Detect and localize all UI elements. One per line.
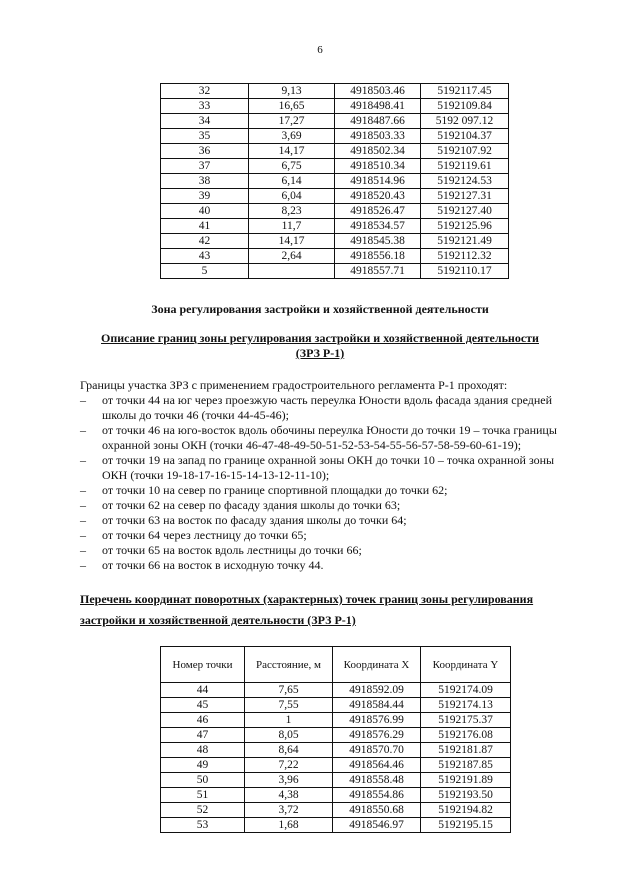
list-dash: – (80, 453, 86, 467)
list-dash: – (80, 498, 86, 512)
coordinate-x-cell: 4918510.34 (335, 159, 421, 174)
table-row (161, 204, 509, 219)
table-row (161, 803, 511, 818)
table-row (161, 264, 509, 279)
coordinate-y-cell: 5192125.96 (421, 219, 509, 234)
coordinate-x-cell: 4918554.86 (333, 788, 421, 803)
list-dash: – (80, 513, 86, 527)
point-number-cell: 34 (161, 114, 249, 129)
description-title-line1: Описание границ зоны регулирования застройки и хозяйственной деятельности (101, 331, 539, 345)
point-number-cell: 48 (161, 743, 245, 758)
coordinate-x-cell: 4918498.41 (335, 99, 421, 114)
distance-cell: 8,64 (245, 743, 333, 758)
list-item (80, 558, 560, 573)
list-item (80, 498, 560, 513)
table-row (161, 773, 511, 788)
table-row (161, 189, 509, 204)
coordinate-y-cell: 5192117.45 (421, 84, 509, 99)
point-number-cell: 45 (161, 698, 245, 713)
coordinate-y-cell: 5192104.37 (421, 129, 509, 144)
boundary-list (80, 393, 560, 573)
point-number-cell: 46 (161, 713, 245, 728)
coordinate-x-cell: 4918503.33 (335, 129, 421, 144)
point-number-cell: 32 (161, 84, 249, 99)
distance-cell: 3,69 (249, 129, 335, 144)
coordinate-y-cell: 5192176.08 (421, 728, 511, 743)
table-row (161, 728, 511, 743)
list-dash: – (80, 528, 86, 542)
boundary-text: от точки 64 через лестницу до точки 65; (102, 528, 307, 542)
list-item (80, 393, 560, 423)
distance-cell: 3,72 (245, 803, 333, 818)
point-number-cell: 51 (161, 788, 245, 803)
distance-cell: 14,17 (249, 234, 335, 249)
coordinate-x-cell: 4918556.18 (335, 249, 421, 264)
coordinate-y-cell: 5192109.84 (421, 99, 509, 114)
coordinate-y-cell: 5192110.17 (421, 264, 509, 279)
description-title-line2: (ЗРЗ Р-1) (295, 346, 345, 360)
boundary-text: от точки 19 на запад по границе охранной зоны ОКН до точки 10 – точка охранной зоны ОКН (точки 19-18-17-16-15-14-13-12-11-10); (102, 453, 555, 482)
table-header-row (161, 647, 511, 683)
coordinate-y-cell: 5192195.15 (421, 818, 511, 833)
boundary-text: от точки 65 на восток вдоль лестницы до точки 66; (102, 543, 362, 557)
point-number-cell: 36 (161, 144, 249, 159)
page-number: 6 (317, 44, 323, 56)
coordinate-y-cell: 5192 097.12 (421, 114, 509, 129)
coordinate-y-cell: 5192193.50 (421, 788, 511, 803)
distance-cell: 8,23 (249, 204, 335, 219)
distance-cell: 4,38 (245, 788, 333, 803)
distance-cell: 1,68 (245, 818, 333, 833)
table-row (161, 129, 509, 144)
distance-cell (249, 264, 335, 279)
table-row (161, 743, 511, 758)
list-item (80, 453, 560, 483)
table-row (161, 219, 509, 234)
table-row (161, 84, 509, 99)
distance-cell: 9,13 (249, 84, 335, 99)
list-item (80, 543, 560, 558)
coordinate-x-cell: 4918592.09 (333, 683, 421, 698)
point-number-cell: 50 (161, 773, 245, 788)
coordinates-table-body (161, 84, 509, 279)
table-row (161, 698, 511, 713)
coordinate-x-cell: 4918570.70 (333, 743, 421, 758)
coordinate-x-cell: 4918487.66 (335, 114, 421, 129)
boundary-text: от точки 62 на север по фасаду здания школы до точки 63; (102, 498, 401, 512)
distance-cell: 7,55 (245, 698, 333, 713)
list-item (80, 528, 560, 543)
list-dash: – (80, 558, 86, 572)
point-number-cell: 5 (161, 264, 249, 279)
header-distance: Расстояние, м (245, 647, 333, 683)
point-number-cell: 49 (161, 758, 245, 773)
coordinate-y-cell: 5192127.40 (421, 204, 509, 219)
coordinate-x-cell: 4918502.34 (335, 144, 421, 159)
distance-cell: 7,22 (245, 758, 333, 773)
coordinates-table (160, 646, 511, 833)
table-row (161, 174, 509, 189)
coordinate-x-cell: 4918514.96 (335, 174, 421, 189)
boundary-text: от точки 66 на восток в исходную точку 44. (102, 558, 324, 572)
point-number-cell: 39 (161, 189, 249, 204)
point-number-cell: 44 (161, 683, 245, 698)
coordinate-y-cell: 5192112.32 (421, 249, 509, 264)
coordinate-x-cell: 4918545.38 (335, 234, 421, 249)
point-number-cell: 52 (161, 803, 245, 818)
list-item (80, 483, 560, 498)
point-number-cell: 33 (161, 99, 249, 114)
coordinate-y-cell: 5192174.13 (421, 698, 511, 713)
point-number-cell: 43 (161, 249, 249, 264)
list-item (80, 423, 560, 453)
coordinate-y-cell: 5192181.87 (421, 743, 511, 758)
table-row (161, 713, 511, 728)
boundary-text: от точки 44 на юг через проезжую часть переулка Юности вдоль фасада здания средней школы до точки 46 (точки 44-45-46); (102, 393, 553, 422)
distance-cell: 6,04 (249, 189, 335, 204)
table-row (161, 788, 511, 803)
table-row (161, 144, 509, 159)
coordinate-y-cell: 5192127.31 (421, 189, 509, 204)
boundary-text: от точки 46 на юго-восток вдоль обочины переулка Юности до точки 19 – точка границы охранной зоны ОКН (точки 46-47-48-49-50-51-52-53-54-55-56-57-58-59-60-61-19); (102, 423, 557, 452)
description-title (60, 331, 580, 361)
distance-cell: 1 (245, 713, 333, 728)
distance-cell: 6,14 (249, 174, 335, 189)
coordinate-y-cell: 5192119.61 (421, 159, 509, 174)
coordinate-y-cell: 5192175.37 (421, 713, 511, 728)
coordinate-y-cell: 5192107.92 (421, 144, 509, 159)
table-row (161, 114, 509, 129)
point-number-cell: 41 (161, 219, 249, 234)
table-row (161, 249, 509, 264)
boundary-text: от точки 10 на север по границе спортивной площадки до точки 62; (102, 483, 448, 497)
coordinate-x-cell: 4918520.43 (335, 189, 421, 204)
coordinate-y-cell: 5192121.49 (421, 234, 509, 249)
list-dash: – (80, 483, 86, 497)
distance-cell: 2,64 (249, 249, 335, 264)
coordinate-x-cell: 4918557.71 (335, 264, 421, 279)
coordinates-list-title-line1: Перечень координат поворотных (характерных) точек границ зоны регулирования (80, 592, 534, 606)
coordinate-x-cell: 4918564.46 (333, 758, 421, 773)
coordinate-y-cell: 5192194.82 (421, 803, 511, 818)
list-dash: – (80, 543, 86, 557)
list-dash: – (80, 393, 86, 407)
coordinate-x-cell: 4918558.48 (333, 773, 421, 788)
table-row (161, 818, 511, 833)
distance-cell: 3,96 (245, 773, 333, 788)
distance-cell: 8,05 (245, 728, 333, 743)
coordinates-table-body (161, 683, 511, 833)
table-row (161, 234, 509, 249)
zone-title: Зона регулирования застройки и хозяйственной деятельности (151, 302, 489, 316)
coordinate-y-cell: 5192124.53 (421, 174, 509, 189)
distance-cell: 7,65 (245, 683, 333, 698)
distance-cell: 6,75 (249, 159, 335, 174)
table-row (161, 683, 511, 698)
header-coordinate-x: Координата X (333, 647, 421, 683)
point-number-cell: 42 (161, 234, 249, 249)
point-number-cell: 35 (161, 129, 249, 144)
coordinate-x-cell: 4918534.57 (335, 219, 421, 234)
coordinates-list-title-line2: застройки и хозяйственной деятельности (ЗРЗ Р-1) (80, 613, 356, 627)
header-point-number: Номер точки (161, 647, 245, 683)
coordinate-x-cell: 4918576.29 (333, 728, 421, 743)
distance-cell: 17,27 (249, 114, 335, 129)
coordinate-x-cell: 4918550.68 (333, 803, 421, 818)
coordinate-y-cell: 5192191.89 (421, 773, 511, 788)
coordinate-y-cell: 5192187.85 (421, 758, 511, 773)
list-dash: – (80, 423, 86, 437)
point-number-cell: 40 (161, 204, 249, 219)
table-row (161, 99, 509, 114)
table-row (161, 159, 509, 174)
coordinate-x-cell: 4918584.44 (333, 698, 421, 713)
coordinate-x-cell: 4918526.47 (335, 204, 421, 219)
coordinate-x-cell: 4918546.97 (333, 818, 421, 833)
distance-cell: 16,65 (249, 99, 335, 114)
coordinate-x-cell: 4918503.46 (335, 84, 421, 99)
distance-cell: 14,17 (249, 144, 335, 159)
list-item (80, 513, 560, 528)
point-number-cell: 38 (161, 174, 249, 189)
coordinate-y-cell: 5192174.09 (421, 683, 511, 698)
boundary-intro: Границы участка ЗРЗ с применением градостроительного регламента Р-1 проходят: (80, 378, 508, 392)
boundary-text: от точки 63 на восток по фасаду здания школы до точки 64; (102, 513, 407, 527)
point-number-cell: 53 (161, 818, 245, 833)
header-coordinate-y: Координата Y (421, 647, 511, 683)
distance-cell: 11,7 (249, 219, 335, 234)
point-number-cell: 47 (161, 728, 245, 743)
point-number-cell: 37 (161, 159, 249, 174)
coordinate-x-cell: 4918576.99 (333, 713, 421, 728)
table-row (161, 758, 511, 773)
coordinates-table-continued (160, 83, 509, 279)
